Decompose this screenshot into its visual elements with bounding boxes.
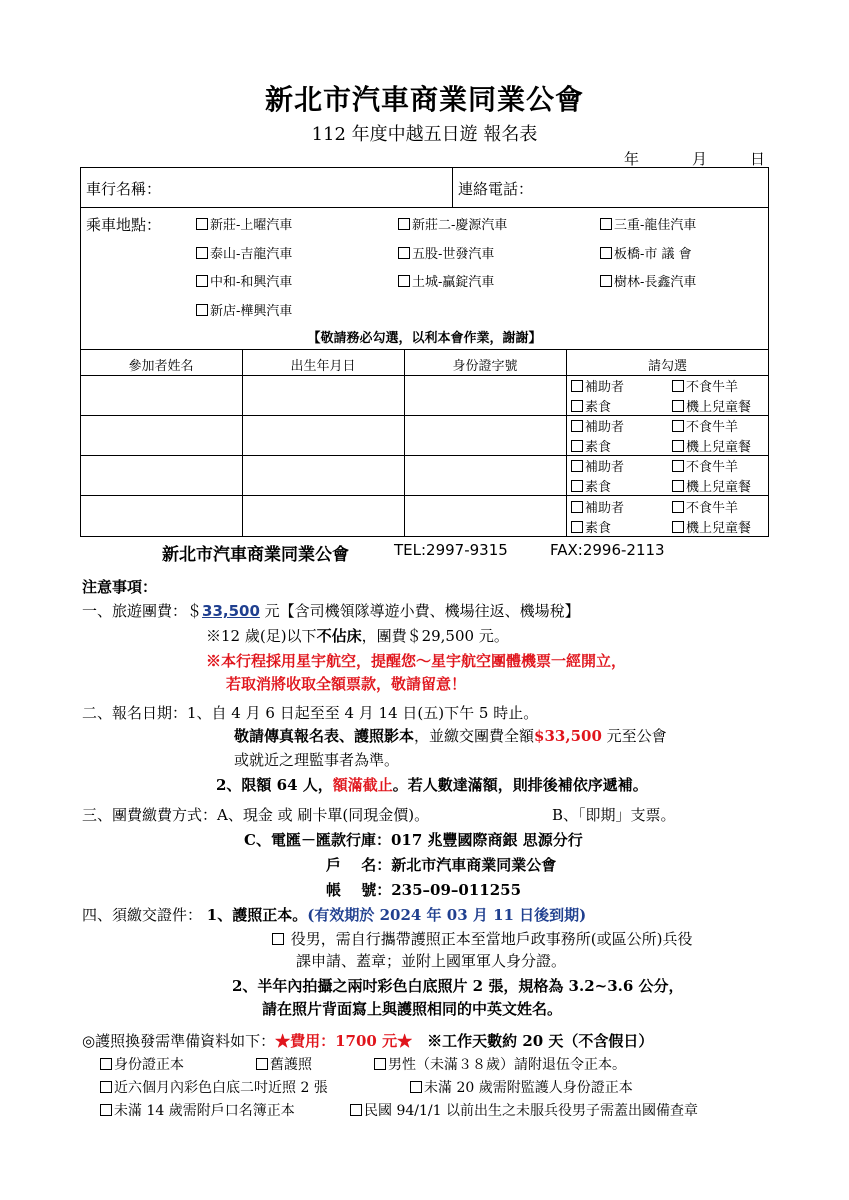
military-note: 役男，需自行攜帶護照正本至當地戶政事務所(或區公所)兵役 — [272, 928, 693, 949]
checkbox-icon[interactable] — [672, 440, 684, 452]
checkbox-icon[interactable] — [100, 1104, 112, 1116]
company-name-field[interactable] — [182, 172, 448, 202]
checkbox-icon[interactable] — [571, 521, 583, 533]
signup-submit-line: 敬請傳真報名表、護照影本，並繳交團費全額$33,500 元至公會 — [234, 727, 667, 745]
option-vegetarian[interactable]: 素食 — [571, 436, 611, 455]
participant-id-cell[interactable] — [405, 496, 565, 536]
option-subsidized[interactable]: 補助者 — [571, 416, 624, 435]
checkbox-icon[interactable] — [571, 380, 583, 392]
option-child-meal[interactable]: 機上兒童餐 — [672, 476, 751, 495]
checkbox-icon[interactable] — [256, 1058, 268, 1070]
tour-fee-amount: 33,500 — [202, 602, 260, 620]
pickup-option[interactable]: 新莊-上曜汽車 — [196, 214, 292, 233]
passport-renewal-line: ◎護照換發需準備資料如下：★費用：1700 元★ ※工作天數約 20 天（不含假日） — [82, 1032, 654, 1050]
checkbox-icon[interactable] — [410, 1081, 422, 1093]
checkbox-icon[interactable] — [600, 218, 612, 230]
pickup-option[interactable]: 板橋-市 議 會 — [600, 243, 692, 262]
option-no-beef-lamb[interactable]: 不食牛羊 — [672, 416, 738, 435]
page-subtitle: 112 年度中越五日遊 報名表 — [311, 124, 538, 145]
pickup-option[interactable]: 土城-贏錠汽車 — [398, 271, 494, 290]
checkbox-icon[interactable] — [571, 400, 583, 412]
participant-id-cell[interactable] — [405, 376, 565, 414]
wire-account-number: 帳 號：235–09–011255 — [326, 881, 522, 899]
option-no-beef-lamb[interactable]: 不食牛羊 — [672, 456, 738, 475]
checkbox-icon[interactable] — [374, 1058, 386, 1070]
column-header-birthdate: 出生年月日 — [290, 359, 356, 374]
signup-alt-line: 或就近之理監事者為準。 — [234, 751, 400, 769]
checkbox-icon[interactable] — [398, 247, 410, 259]
participant-name-cell[interactable] — [81, 416, 241, 454]
option-subsidized[interactable]: 補助者 — [571, 497, 624, 516]
phone-label: 連絡電話： — [458, 180, 534, 198]
airline-warning: ※本行程採用星宇航空，提醒您～星宇航空團體機票一經開立， — [206, 652, 627, 670]
date-month-label: 月 — [692, 150, 708, 168]
checkbox-icon[interactable] — [571, 480, 583, 492]
date-day-label: 日 — [750, 150, 766, 168]
checkbox-icon[interactable] — [571, 420, 583, 432]
pickup-location-label: 乘車地點： — [86, 216, 162, 234]
notes-heading: 注意事項： — [82, 578, 158, 596]
military-note-cont: 課申請、蓋章；並附上國軍軍人身分證。 — [296, 952, 567, 970]
phone-field[interactable] — [550, 172, 764, 202]
company-name-label: 車行名稱： — [86, 180, 162, 198]
checkbox-icon[interactable] — [100, 1058, 112, 1070]
checkbox-icon[interactable] — [272, 933, 284, 945]
passport-doc-item[interactable]: 舊護照 — [256, 1054, 312, 1074]
checkbox-icon[interactable] — [672, 480, 684, 492]
option-child-meal[interactable]: 機上兒童餐 — [672, 396, 751, 415]
wire-transfer-bank: C、電匯－匯款行庫：017 兆豐國際商銀 思源分行 — [244, 831, 583, 849]
checkbox-icon[interactable] — [571, 501, 583, 513]
participant-birthdate-cell[interactable] — [243, 456, 403, 494]
required-docs-line: 四、須繳交證件： 1、護照正本。(有效期於 2024 年 03 月 11 日後到期) — [82, 906, 587, 924]
date-year-label: 年 — [624, 150, 640, 168]
form-notice: 【敬請務必勾選，以利本會作業，謝謝】 — [307, 331, 542, 346]
organization-name: 新北市汽車商業同業公會 — [162, 545, 349, 565]
page-title: 新北市汽車商業同業公會 — [264, 83, 584, 116]
participant-name-cell[interactable] — [81, 456, 241, 494]
checkbox-icon[interactable] — [350, 1104, 362, 1116]
checkbox-icon[interactable] — [600, 275, 612, 287]
photo-requirement: 2、半年內拍攝之兩吋彩色白底照片 2 張，規格為 3.2~3.6 公分， — [232, 977, 684, 995]
column-header-options: 請勾選 — [647, 359, 687, 374]
pickup-option[interactable]: 中和-和興汽車 — [196, 271, 292, 290]
participant-name-cell[interactable] — [81, 376, 241, 414]
checkbox-icon[interactable] — [100, 1081, 112, 1093]
payment-check-option: B、「即期」支票。 — [552, 806, 676, 824]
passport-doc-item[interactable]: 民國 94/1/1 以前出生之未服兵役男子需蓋出國備查章 — [350, 1100, 698, 1120]
participant-id-cell[interactable] — [405, 456, 565, 494]
checkbox-icon[interactable] — [672, 400, 684, 412]
option-vegetarian[interactable]: 素食 — [571, 517, 611, 536]
option-subsidized[interactable]: 補助者 — [571, 376, 624, 395]
participant-name-cell[interactable] — [81, 496, 241, 536]
passport-doc-item[interactable]: 身份證正本 — [100, 1054, 184, 1074]
checkbox-icon[interactable] — [196, 304, 208, 316]
quota-line: 2、限額 64 人，額滿截止。若人數達滿額，則排後補依序遞補。 — [216, 776, 648, 794]
pickup-option[interactable]: 樹林-長鑫汽車 — [600, 271, 696, 290]
checkbox-icon[interactable] — [196, 247, 208, 259]
participant-birthdate-cell[interactable] — [243, 416, 403, 454]
passport-doc-item[interactable]: 未滿 20 歲需附監護人身份證正本 — [410, 1077, 633, 1097]
column-header-id: 身份證字號 — [452, 359, 518, 374]
checkbox-icon[interactable] — [672, 460, 684, 472]
option-child-meal[interactable]: 機上兒童餐 — [672, 517, 751, 536]
option-no-beef-lamb[interactable]: 不食牛羊 — [672, 376, 738, 395]
pickup-option[interactable]: 新店-樺興汽車 — [196, 300, 292, 319]
option-vegetarian[interactable]: 素食 — [571, 476, 611, 495]
passport-doc-item[interactable]: 男性（未滿３８歲）請附退伍令正本。 — [374, 1054, 626, 1074]
option-subsidized[interactable]: 補助者 — [571, 456, 624, 475]
checkbox-icon[interactable] — [672, 380, 684, 392]
payment-method-line: 三、團費繳費方式：A、現金 或 刷卡單(同現金價)。 — [82, 806, 430, 824]
signup-date-line: 二、報名日期：1、自 4 月 6 日起至至 4 月 14 日(五)下午 5 時止。 — [82, 704, 539, 722]
participant-birthdate-cell[interactable] — [243, 376, 403, 414]
checkbox-icon[interactable] — [571, 440, 583, 452]
organization-tel: TEL:2997-9315 — [394, 541, 508, 559]
option-child-meal[interactable]: 機上兒童餐 — [672, 436, 751, 455]
photo-requirement-cont: 請在照片背面寫上與護照相同的中英文姓名。 — [262, 1000, 563, 1018]
column-header-name: 參加者姓名 — [128, 359, 194, 374]
pickup-option[interactable]: 三重-龍佳汽車 — [600, 214, 696, 233]
checkbox-icon[interactable] — [196, 275, 208, 287]
child-fee-line: ※12 歲(足)以下不佔床，團費＄29,500 元。 — [206, 627, 509, 645]
checkbox-icon[interactable] — [571, 460, 583, 472]
option-no-beef-lamb[interactable]: 不食牛羊 — [672, 497, 738, 516]
checkbox-icon[interactable] — [672, 501, 684, 513]
tour-fee-line: 一、旅遊團費：＄33,500 元【含司機領隊導遊小費、機場往返、機場稅】 — [82, 602, 580, 620]
participant-id-cell[interactable] — [405, 416, 565, 454]
passport-doc-item[interactable]: 未滿 14 歲需附戶口名簿正本 — [100, 1100, 295, 1120]
option-vegetarian[interactable]: 素食 — [571, 396, 611, 415]
checkbox-icon[interactable] — [196, 218, 208, 230]
organization-fax: FAX:2996-2113 — [550, 541, 665, 559]
passport-doc-item[interactable]: 近六個月內彩色白底二吋近照 2 張 — [100, 1077, 328, 1097]
checkbox-icon[interactable] — [398, 275, 410, 287]
pickup-option[interactable]: 五股-世發汽車 — [398, 243, 494, 262]
participant-birthdate-cell[interactable] — [243, 496, 403, 536]
pickup-option[interactable]: 新莊二-慶源汽車 — [398, 214, 507, 233]
airline-warning-cont: 若取消將收取全額票款，敬請留意！ — [226, 675, 467, 693]
wire-account-name: 戶 名：新北市汽車商業同業公會 — [326, 856, 557, 874]
checkbox-icon[interactable] — [398, 218, 410, 230]
checkbox-icon[interactable] — [672, 521, 684, 533]
checkbox-icon[interactable] — [600, 247, 612, 259]
checkbox-icon[interactable] — [672, 420, 684, 432]
pickup-option[interactable]: 泰山-吉龍汽車 — [196, 243, 292, 262]
